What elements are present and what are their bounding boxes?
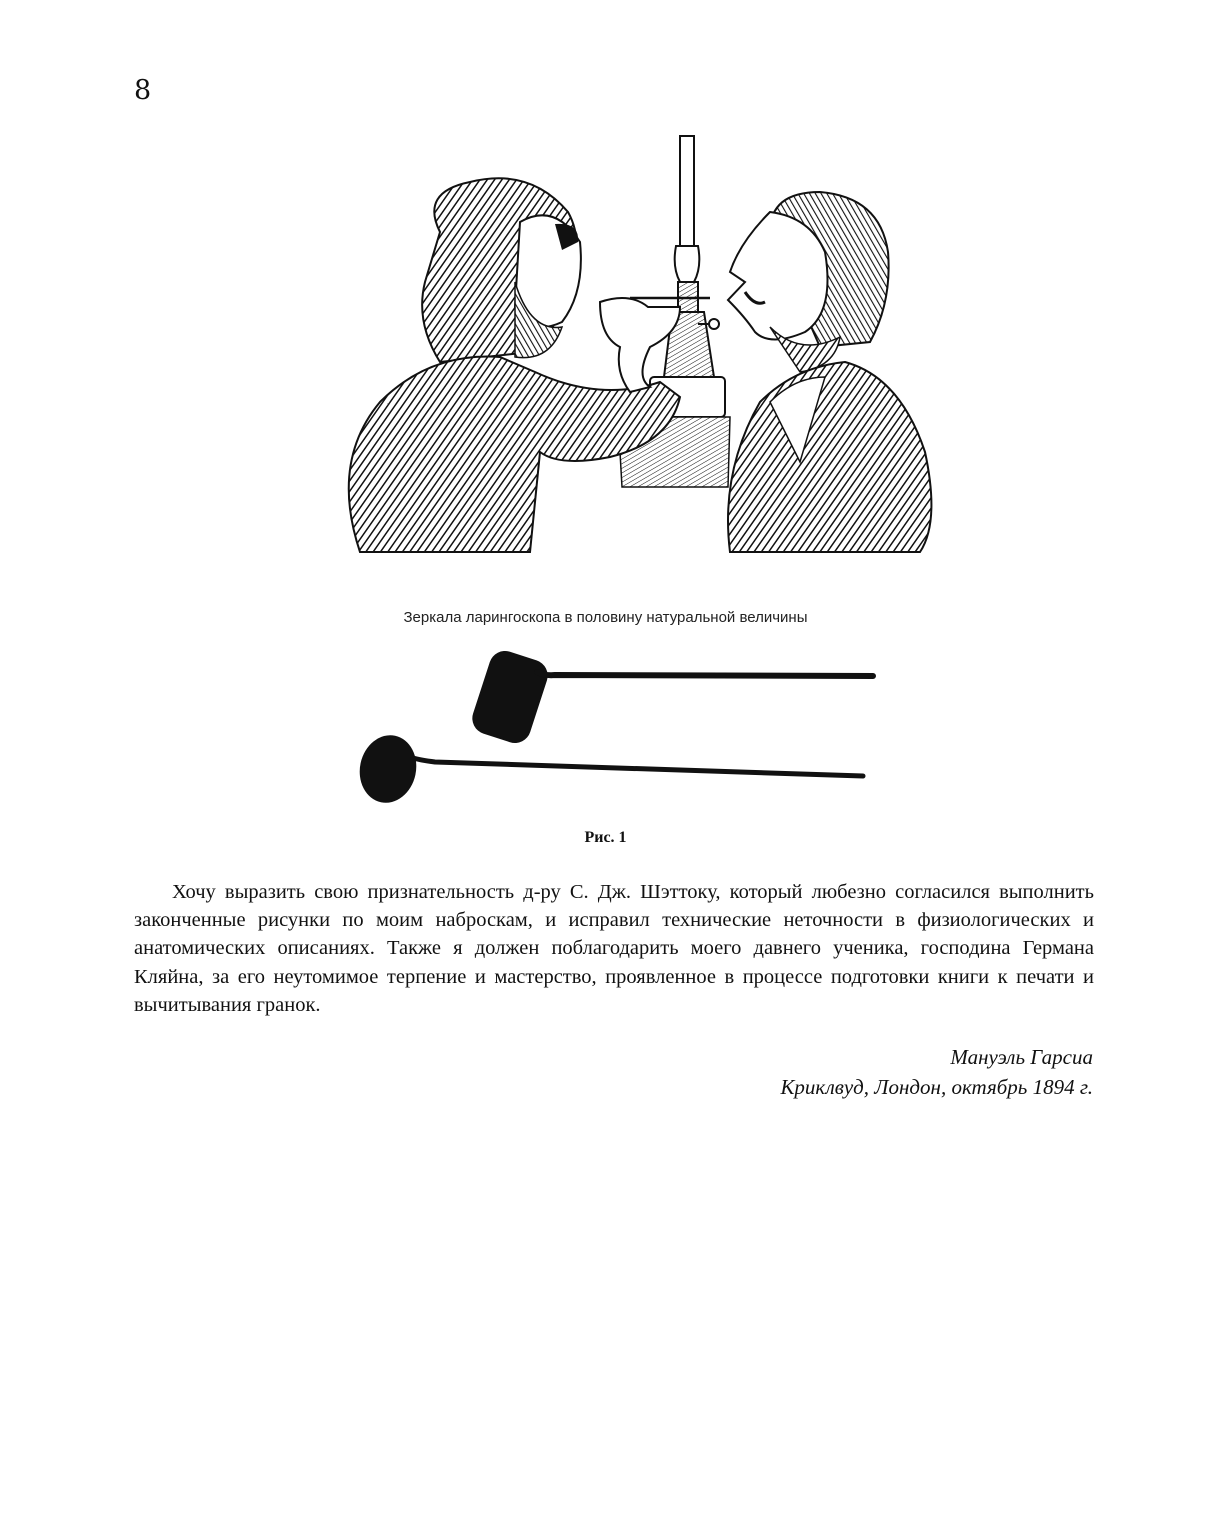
laryngoscopy-engraving	[300, 132, 940, 562]
body-paragraph: Хочу выразить свою признательность д-ру С. Дж. Шэттоку, который любезно согласился выполнить законченные рисунки по моим наброскам, и исправил технические неточности в физиологических и анатомических описаниях. Также я должен поблагодарить моего давнего ученика, господина Германа Кляйна, за его неутомимое терпение и мастерство, проявленное в процессе подготовки книги к печати и вычитывания гранок.	[134, 881, 1094, 1016]
signature-place-date: Криклвуд, Лондон, октябрь 1894 г.	[780, 1075, 1093, 1099]
mirrors-caption: Зеркала ларингоскопа в половину натуральной величины	[403, 609, 808, 626]
rectangular-mirror	[468, 647, 873, 747]
patient-figure	[728, 192, 931, 552]
page-number: 8	[134, 75, 152, 106]
signature-block	[780, 1042, 1093, 1102]
figure-label: Рис. 1	[584, 829, 627, 846]
round-mirror	[354, 730, 863, 808]
laryngoscope-mirrors	[295, 640, 895, 820]
doctor-figure	[349, 178, 710, 552]
signature-author: Мануэль Гарсиа	[950, 1045, 1093, 1069]
